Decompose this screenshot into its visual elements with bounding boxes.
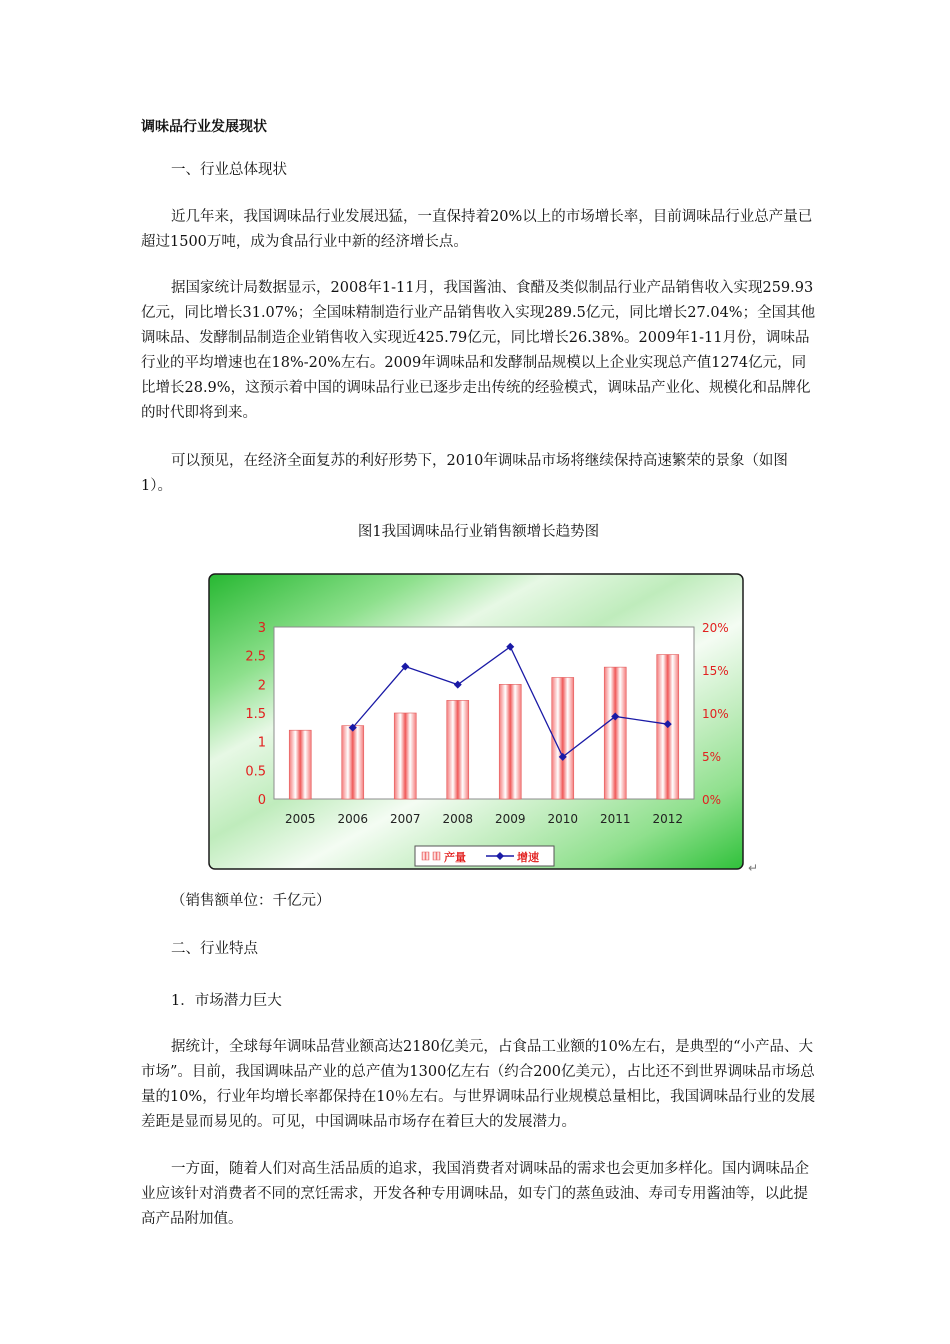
legend-bar-swatch — [422, 852, 429, 860]
bar-2009 — [499, 684, 521, 799]
x-tick-label: 2009 — [494, 812, 526, 826]
bar-2008 — [447, 700, 469, 799]
bar-2006 — [342, 726, 364, 799]
paragraph-4: 据统计，全球每年调味品营业额高达2180亿美元，占食品工业额的10%左右，是典型的“小产品、大市场”。目前，我国调味品产业的总产值为1300亿左右（约合200亿美元），占比还不到世界调味品市场总量的10%，行业年均增长率都保持在10％左右。与世界调味品行业规模总量相比，我国调味品行业的发展差距是显而易见的。可见，中国调味品市场存在着巨大的发展潜力。 — [141, 1039, 816, 1130]
x-tick-label: 2005 — [284, 812, 316, 826]
y-tick-label: 1.5 — [245, 707, 266, 722]
subsection-heading-1: 1．市场潜力巨大 — [171, 993, 282, 1009]
unit-note: （销售额单位：千亿元） — [171, 893, 331, 909]
paragraph-2: 据国家统计局数据显示，2008年1-11月，我国酱油、食醋及类似制品行业产品销售收入实现259.93亿元，同比增长31.07%；全国味精制造行业产品销售收入实现289.5亿元，同比增长27.04%；全国其他调味品、发酵制品制造企业销售收入实现近425.79亿元，同比增长26.38%。2009年1-11月份，调味品行业的平均增速也在18%-20%左右。2009年调味品和发酵制品规模以上企业实现总产值1274亿元，同比增长28.9%，这预示着中国的调味品行业已逐步走出传统的经验模式，调味品产业化、规模化和品牌化的时代即将到来。 — [141, 280, 816, 421]
paragraph-1: 近几年来，我国调味品行业发展迅猛，一直保持着20%以上的市场增长率，目前调味品行业总产量已超过1500万吨，成为食品行业中新的经济增长点。 — [141, 209, 813, 250]
chart-legend — [415, 846, 554, 866]
paragraph-3: 可以预见，在经济全面复苏的利好形势下，2010年调味品市场将继续保持高速繁荣的景象（如图1）。 — [141, 453, 788, 494]
y-tick-label: 0.5 — [245, 764, 266, 780]
section-heading-2: 二、行业特点 — [171, 941, 258, 957]
x-tick-label: 2010 — [547, 812, 579, 826]
x-tick-label: 2006 — [337, 812, 369, 826]
y-tick-label: 0 — [257, 793, 266, 808]
y2-tick-label: 20% — [702, 621, 729, 635]
y2-tick-label: 15% — [702, 664, 729, 678]
figure-caption: 图1我国调味品行业销售额增长趋势图 — [357, 524, 600, 540]
plot-area — [274, 627, 694, 799]
y-tick-label: 2.5 — [245, 649, 266, 665]
y-tick-label: 1 — [257, 735, 266, 751]
x-tick-label: 2008 — [442, 812, 474, 826]
section-heading-1: 一、行业总体现状 — [171, 162, 287, 178]
y-tick-label: 2 — [257, 678, 266, 694]
paragraph-mark: ↵ — [748, 861, 759, 875]
legend-label-growth: 增速 — [517, 851, 539, 864]
bar-2007 — [394, 713, 416, 799]
y2-tick-label: 5% — [702, 750, 722, 764]
x-tick-label: 2011 — [599, 812, 631, 826]
y2-tick-label: 0% — [702, 793, 722, 807]
legend-label-output: 产量 — [444, 851, 466, 864]
bar-2011 — [604, 667, 626, 799]
y2-tick-label: 10% — [702, 707, 729, 721]
bar-2005 — [289, 730, 311, 799]
chart — [208, 573, 744, 870]
legend-bar-swatch-2 — [433, 852, 440, 860]
bar-2010 — [552, 677, 574, 799]
paragraph-5: 一方面，随着人们对高生活品质的追求，我国消费者对调味品的需求也会更加多样化。国内调味品企业应该针对消费者不同的烹饪需求，开发各种专用调味品，如专门的蒸鱼豉油、寿司专用酱油等，以此提高产品附加值。 — [141, 1161, 809, 1227]
y-tick-label: 3 — [257, 621, 266, 636]
x-tick-label: 2012 — [652, 812, 684, 826]
x-tick-label: 2007 — [389, 812, 421, 826]
document-title: 调味品行业发展现状 — [141, 119, 267, 135]
